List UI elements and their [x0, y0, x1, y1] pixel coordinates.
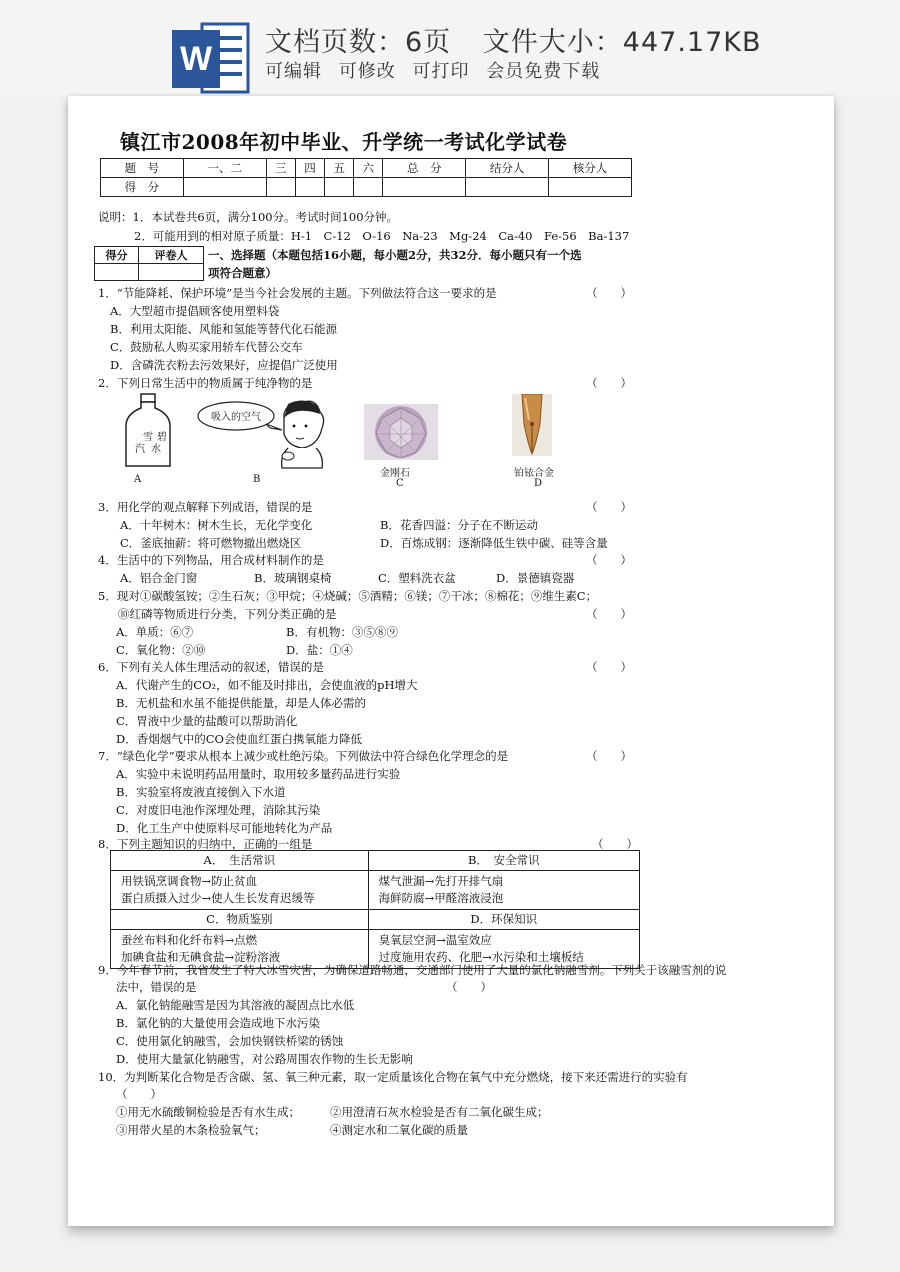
- q3-stem: 3．用化学的观点解释下列成语，错误的是: [98, 500, 313, 514]
- grader-cell: [138, 264, 203, 281]
- score-cell: [383, 178, 466, 197]
- grader-table: [94, 246, 204, 281]
- q9-option-a: A．氯化钠能融雪是因为其溶液的凝固点比水低: [116, 998, 355, 1012]
- score-cell: [325, 178, 354, 197]
- q5-stem-cont: ⑩红磷等物质进行分类，下列分类正确的是: [118, 607, 337, 621]
- banner-features: [265, 57, 610, 83]
- q1-option-d: D．含磷洗衣粉去污效果好，应提倡广泛使用: [110, 358, 338, 372]
- knowledge-cell-a: [111, 871, 369, 910]
- answer-bracket: （ ）: [586, 607, 632, 621]
- note-2: 2．可能用到的相对原子质量：H-1 C-12 O-16 Na-23 Mg-24 Ca-40 Fe-56 Ba-137: [134, 229, 630, 243]
- knowledge-line: 蚕丝布料和化纤布料→点燃: [121, 933, 258, 947]
- q6-option-c: C．胃液中少量的盐酸可以帮助消化: [116, 714, 298, 728]
- feature-printable: 可打印: [412, 61, 470, 82]
- knowledge-head-d: D．环保知识: [368, 910, 639, 930]
- q2-caption-d-name: 铂铱合金: [514, 468, 554, 479]
- diamond-image: [364, 404, 438, 460]
- q7-option-b: B．实验室将废液直接倒入下水道: [116, 785, 286, 799]
- answer-bracket: （ ）: [586, 749, 632, 763]
- q2-caption-c: C: [396, 478, 404, 489]
- score-cell: [466, 178, 549, 197]
- q1-option-c: C．鼓励私人购买家用轿车代替公交车: [110, 340, 303, 354]
- banner-file-info: [265, 20, 783, 59]
- answer-bracket: （ ）: [586, 660, 632, 674]
- q5-option-c: C．氧化物：②⑩: [116, 643, 206, 657]
- score-header: 题 号: [101, 159, 184, 178]
- q10-option-2: ②用澄清石灰水检验是否有二氧化碳生成；: [330, 1105, 549, 1119]
- score-table: [100, 158, 632, 197]
- soda-bottle-image: [122, 392, 174, 470]
- svg-text:吸入的空气: 吸入的空气: [211, 412, 261, 423]
- answer-bracket: （ ）: [586, 553, 632, 567]
- page-title: 镇江市2008年初中毕业、升学统一考试化学试卷: [120, 130, 568, 154]
- word-document-icon: [172, 22, 250, 94]
- download-banner: [0, 0, 900, 96]
- q4-option-c: C．塑料洗衣盆: [378, 571, 456, 585]
- q2-caption-b: B: [253, 474, 261, 485]
- grader-name-label: 评卷人: [138, 247, 203, 264]
- q10-option-3: ③用带火星的木条检验氧气；: [116, 1123, 266, 1137]
- q9-option-b: B．氯化钠的大量使用会造成地下水污染: [116, 1016, 320, 1030]
- note-1: 说明：1．本试卷共6页，满分100分。考试时间100分钟。: [98, 210, 399, 224]
- knowledge-cell-b: [368, 871, 639, 910]
- q4-stem: 4．生活中的下列物品，用合成材料制作的是: [98, 553, 324, 567]
- page-count-label: 文档页数：6页: [265, 27, 452, 58]
- score-header: 结分人: [466, 159, 549, 178]
- q5-option-a: A．单质：⑥⑦: [116, 625, 194, 639]
- score-cell: [295, 178, 324, 197]
- svg-text:雪: 雪: [143, 432, 153, 443]
- q10-option-1: ①用无水硫酸铜检验是否有水生成；: [116, 1105, 300, 1119]
- score-header: 六: [354, 159, 383, 178]
- q6-option-d: D．香烟烟气中的CO会使血红蛋白携氧能力降低: [116, 732, 362, 746]
- score-cell: [354, 178, 383, 197]
- q3-option-b: B．花香四溢：分子在不断运动: [380, 518, 538, 532]
- file-size-label: 文件大小：447.17KB: [482, 27, 762, 58]
- score-header: 五: [325, 159, 354, 178]
- q5-option-d: D．盐：①④: [286, 643, 353, 657]
- knowledge-line: 过度施用农药、化肥→水污染和土壤板结: [378, 950, 584, 964]
- answer-bracket: （ ）: [586, 286, 632, 300]
- q7-stem: 7．“绿色化学”要求从根本上减少或杜绝污染。下列做法中符合绿色化学理念的是: [98, 749, 509, 763]
- q4-option-b: B．玻璃钢桌椅: [254, 571, 332, 585]
- q9-stem: 9．今年春节前，我省发生了特大冰雪灾害，为确保道路畅通，交通部门使用了大量的氯化钠融雪剂。下列关于该融雪剂的说: [98, 963, 727, 977]
- grader-cell: [95, 264, 139, 281]
- grader-score-label: 得分: [95, 247, 139, 264]
- q2-stem: 2．下列日常生活中的物质属于纯净物的是: [98, 376, 313, 390]
- q2-caption-c-name: 金刚石: [380, 468, 410, 479]
- knowledge-table: [110, 850, 640, 969]
- knowledge-line: 加碘食盐和无碘食盐→淀粉溶液: [121, 950, 281, 964]
- section-heading-line1: 一、选择题（本题包括16小题，每小题2分，共32分．每小题只有一个选: [208, 248, 582, 262]
- svg-text:W: W: [179, 40, 213, 78]
- q3-option-a: A．十年树木：树木生长，无化学变化: [120, 518, 313, 532]
- q2-caption-d: D: [534, 478, 543, 489]
- exam-paper: [68, 96, 834, 1226]
- answer-bracket: （ ）: [116, 1087, 162, 1101]
- q5-option-b: B．有机物：③⑤⑧⑨: [286, 625, 398, 639]
- score-header: 总 分: [383, 159, 466, 178]
- knowledge-line: 用铁锅烹调食物→防止贫血: [121, 874, 258, 888]
- pen-nib-image: [512, 394, 552, 456]
- answer-bracket: （ ）: [586, 376, 632, 390]
- knowledge-head-b: B． 安全常识: [368, 851, 639, 871]
- feature-member-download[interactable]: 会员免费下载: [486, 61, 601, 82]
- score-header: 核分人: [549, 159, 632, 178]
- q3-option-c: C．釜底抽薪：将可燃物撤出燃烧区: [120, 536, 302, 550]
- q1-option-b: B．利用太阳能、风能和氢能等替代化石能源: [110, 322, 337, 336]
- svg-text:水: 水: [151, 444, 161, 455]
- answer-bracket: （ ）: [446, 980, 492, 994]
- score-header: 四: [295, 159, 324, 178]
- q4-option-a: A．铝合金门窗: [120, 571, 198, 585]
- q10-option-4: ④测定水和二氧化碳的质量: [330, 1123, 468, 1137]
- q6-stem: 6．下列有关人体生理活动的叙述，错误的是: [98, 660, 324, 674]
- q9-option-d: D．使用大量氯化钠融雪，对公路周围农作物的生长无影响: [116, 1052, 413, 1066]
- q6-option-a: A．代谢产生的CO₂，如不能及时排出，会使血液的pH增大: [116, 678, 418, 692]
- q8-stem: 8．下列主题知识的归纳中，正确的一组是: [98, 837, 313, 851]
- score-cell: [183, 178, 266, 197]
- score-header: 三: [266, 159, 295, 178]
- q1-option-a: A．大型超市提倡顾客使用塑料袋: [110, 304, 280, 318]
- q6-option-b: B．无机盐和水虽不能提供能量，却是人体必需的: [116, 696, 366, 710]
- knowledge-line: 臭氧层空洞→温室效应: [378, 933, 492, 947]
- q2-caption-a: A: [134, 474, 142, 485]
- q7-option-a: A．实验中未说明药品用量时，取用较多量药品进行实验: [116, 767, 401, 781]
- q5-stem: 5．现对①碳酸氢铵；②生石灰；③甲烷；④烧碱；⑤酒精；⑥镁；⑦干冰；⑧棉花；⑨维生素C；: [98, 589, 598, 603]
- score-cell: [266, 178, 295, 197]
- knowledge-line: 煤气泄漏→先打开排气扇: [378, 874, 504, 888]
- score-header: 一、二: [183, 159, 266, 178]
- score-row-label: 得 分: [101, 178, 184, 197]
- knowledge-line: 蛋白质摄入过少→使人生长发育迟缓等: [121, 891, 315, 905]
- feature-modifiable: 可修改: [338, 61, 396, 82]
- q1-stem: 1．“节能降耗、保护环境”是当今社会发展的主题。下列做法符合这一要求的是: [98, 286, 497, 300]
- section-heading-line2: 项符合题意）: [208, 266, 277, 280]
- feature-editable: 可编辑: [265, 61, 322, 82]
- knowledge-line: 海鲜防腐→甲醛溶液浸泡: [378, 891, 504, 905]
- q7-option-d: D．化工生产中使原料尽可能地转化为产品: [116, 821, 333, 835]
- knowledge-head-a: A． 生活常识: [111, 851, 369, 871]
- knowledge-head-c: C．物质鉴别: [111, 910, 369, 930]
- q10-stem: 10．为判断某化合物是否含碳、氢、氧三种元素，取一定质量该化合物在氧气中充分燃烧，接下来还需进行的实验有: [98, 1070, 688, 1084]
- q9-stem-cont: 法中，错误的是: [116, 980, 197, 994]
- q7-option-c: C．对废旧电池作深埋处理，消除其污染: [116, 803, 321, 817]
- svg-text:碧: 碧: [157, 432, 167, 443]
- q4-option-d: D．景德镇瓷器: [496, 571, 575, 585]
- answer-bracket: （ ）: [586, 500, 632, 514]
- answer-bracket: （ ）: [592, 837, 638, 851]
- q3-option-d: D．百炼成钢：逐渐降低生铁中碳、硅等含量: [380, 536, 608, 550]
- section-heading: [208, 246, 582, 282]
- q9-option-c: C．使用氯化钠融雪，会加快钢铁桥梁的锈蚀: [116, 1034, 344, 1048]
- person-breath-image: [196, 394, 356, 470]
- score-cell: [549, 178, 632, 197]
- svg-text:汽: 汽: [135, 444, 145, 455]
